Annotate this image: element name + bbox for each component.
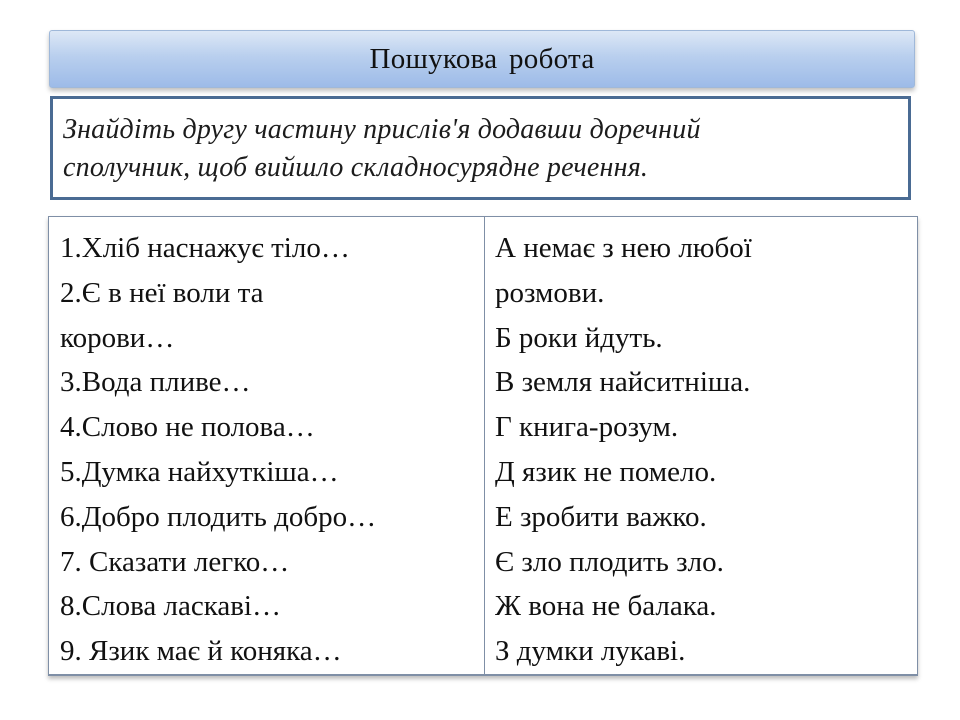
proverb-ending: Ж вона не балака. (495, 590, 717, 623)
proverb-beginning: 9. Язик має й коняка… (60, 635, 342, 668)
proverb-ending: А немає з нею любої (495, 232, 752, 264)
proverb-ending: Б роки йдуть. (495, 321, 663, 354)
proverb-endings-column (485, 217, 917, 674)
proverb-beginning: корови… (60, 321, 175, 354)
task-line-2: сполучник, щоб вийшло складносурядне речення. (63, 152, 649, 183)
proverb-beginning: 8.Слова ласкаві… (60, 590, 281, 623)
proverb-beginning: 5.Думка найхуткіша… (60, 455, 339, 488)
task-box (50, 96, 911, 200)
page-title: Пошукова робота (369, 42, 595, 75)
task-line-1: Знайдіть другу частину прислів'я додавши доречний (63, 114, 701, 145)
proverb-beginning: 2.Є в неї воли та (60, 276, 264, 309)
proverb-beginning: 4.Слово не полова… (60, 411, 315, 444)
proverbs-table (48, 216, 918, 676)
proverb-ending: Е зробити важко. (495, 500, 707, 533)
proverb-ending: розмови. (495, 276, 605, 309)
proverb-beginning: 3.Вода пливе… (60, 366, 251, 399)
proverb-ending: В земля найситніша. (495, 366, 751, 399)
proverb-beginning: 7. Сказати легко… (60, 545, 290, 578)
proverb-beginning: 1.Хліб наснажує тіло… (60, 232, 350, 264)
proverb-ending: Є зло плодить зло. (495, 545, 724, 578)
proverb-ending: Д язик не помело. (495, 455, 717, 488)
proverb-beginning: 6.Добро плодить добро… (60, 500, 377, 533)
proverb-ending: Г книга-розум. (495, 411, 679, 444)
title-banner (49, 30, 915, 88)
proverb-ending: З думки лукаві. (495, 635, 686, 668)
proverb-beginnings-column (49, 217, 485, 674)
